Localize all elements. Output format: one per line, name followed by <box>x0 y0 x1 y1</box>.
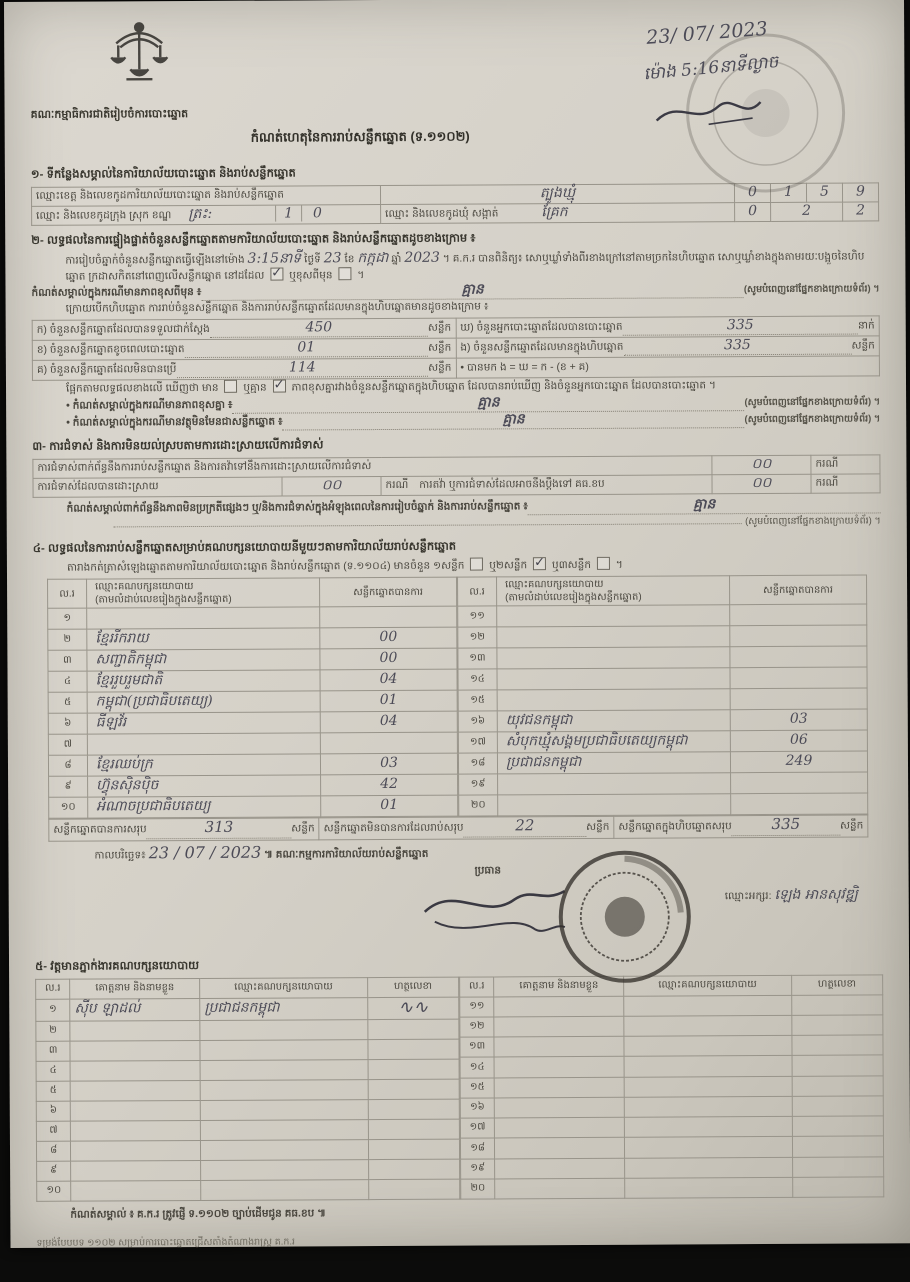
totals-bar <box>48 815 868 842</box>
party-name-header: ឈ្មោះគណបក្សនយោបាយ (តាមលំដាប់លេខរៀងក្នុងសន្លឹកឆ្នោត) <box>497 576 730 606</box>
party-name-handwritten: ប្រជាជនកម្ពុជា <box>506 754 581 770</box>
party-row <box>458 709 867 732</box>
section1-heading: ១- ទីកន្លែងសម្គាល់នៃការិយាល័យបោះឆ្នោត និងរាប់សន្លឹកឆ្នោត <box>31 162 879 183</box>
printed-name-line: ឈ្មោះអក្សរ: ឡេង អានសុវឌ្ឍិ <box>725 887 858 904</box>
agent-row-number: ៦ <box>36 1101 70 1121</box>
count-b-value: 01 <box>297 339 315 355</box>
count-a-value: 450 <box>305 319 332 335</box>
table-row <box>49 815 868 841</box>
party-row-number: ១០ <box>49 797 88 818</box>
party-row-number: ៤ <box>48 671 87 692</box>
final-note: កំណត់សម្គាល់ ៖ គ.ក.រ ត្រូវផ្ញើ ទ.១១០២ ច្បាប់ដើមជូន គធ.ខប ៕ <box>36 1203 884 1223</box>
party-name-handwritten: ធីឡវ័រ <box>96 715 127 731</box>
setup-time: 3:15នាទី <box>247 250 301 266</box>
code-digit: 5 <box>820 183 829 199</box>
party-row <box>48 670 457 693</box>
agent-row <box>36 1079 459 1101</box>
note-1-fill: គ្មាន <box>201 281 744 301</box>
party-row-number: ១២ <box>458 627 497 648</box>
chairman-name-handwritten: ឡេង អានសុវឌ្ឍិ <box>774 886 858 902</box>
chairman-signature <box>415 877 575 938</box>
objection-row2a-label: ការជំទាស់ដែលបានដោះស្រាយ <box>33 477 282 498</box>
party-row-number: ១៦ <box>458 711 497 732</box>
party-row-number: ១៥ <box>458 690 497 711</box>
agent-row-number: ៨ <box>36 1141 70 1161</box>
objection-row2b: ករណី ការតវ៉ា ឬការជំទាស់ដែលអាចនឹងប្ដឹងទៅ គធ.ខប <box>381 475 712 496</box>
total-valid: សន្លឹកឆ្នោតបានការសរុប 313 សន្លឹក <box>49 818 319 841</box>
party-row <box>48 628 457 651</box>
code-digit: 0 <box>748 184 757 200</box>
count-e: ង) ចំនួនសន្លឹកឆ្នោតដែលមានក្នុងហិបឆ្នោត 335 សន្លឹក <box>456 336 880 358</box>
form-title: កំណត់ហេតុនៃការរាប់សន្លឹកឆ្នោត (ទ.១១០២) <box>251 128 470 148</box>
handwritten-time: ម៉ោង 5:16នាទីល្ងាច <box>643 54 779 83</box>
agent-row <box>36 1019 459 1041</box>
party-row-number: ៨ <box>48 755 87 776</box>
section4-heading: ៤- លទ្ធផលនៃការរាប់សន្លឹកឆ្នោតសម្រាប់គណបក្សនយោបាយនីមួយៗតាមការិយាល័យរាប់សន្លឹកឆ្នោត <box>33 536 881 557</box>
party-row <box>48 754 457 777</box>
checkbox-different <box>338 267 351 280</box>
bullet-note-2: • កំណត់សម្គាល់ក្នុងករណីមានវត្ថុមិនមែនជាសន្លឹកឆ្នោត ៖ គ្មាន (សូមបំពេញនៅផ្នែកខាងក្រោយទំព័រ) ។ <box>32 410 880 432</box>
party-votes-handwritten: 249 <box>786 753 813 769</box>
agents-table-right <box>459 974 884 1200</box>
party-row <box>48 607 457 630</box>
party-row <box>458 667 867 690</box>
formula-cell: • បានមក ង = ឃ = ក - (ខ + គ) <box>456 356 880 378</box>
party-votes-handwritten: 42 <box>380 776 398 792</box>
agent-row <box>36 1099 459 1121</box>
agent-row <box>460 1035 883 1057</box>
objection-row2b-value: ០០ <box>752 475 772 491</box>
tally-sheets-line: តារាងកត់ត្រាសំឡេងឆ្នោតតាមការិយាល័យបោះឆ្នោត និងរាប់សន្លឹកឆ្នោត (ទ.១១០៤) មានចំនួន ១សន្លឹក ឬ២សន្លឹក ✓ ឬ៣សន្លឹក ។ <box>33 556 881 577</box>
agent-row-number: ១ <box>36 999 70 1022</box>
table-row: ការជំទាស់ដែលបានដោះស្រាយ ០០ ករណី ការតវ៉ា ឬការជំទាស់ដែលអាចនឹងប្ដឹងទៅ គធ.ខប ០០ ករណី <box>33 474 880 498</box>
note-line-1: កំណត់សម្គាល់ក្នុងករណីមានភាពខុសពីមុន ៖ គ្មាន (សូមបំពេញនៅផ្នែកខាងក្រោយទំព័រ) ។ <box>31 281 879 303</box>
agent-row-number: ១១ <box>460 996 494 1016</box>
count-c: គ) ចំនួនសន្លឹកឆ្នោតដែលមិនបានប្រើ 114 សន្លឹក <box>32 358 456 380</box>
party-row <box>459 793 868 816</box>
party-row <box>49 775 458 798</box>
agent-signature: ∿∿ <box>398 996 428 1017</box>
ballot-counts-box <box>32 315 880 381</box>
count-b: ខ) ចំនួនសន្លឹកឆ្នោតខូចពេលបោះឆ្នោត 01 សន្លឹក <box>32 338 456 360</box>
bullet-note-1: • កំណត់សម្គាល់ក្នុងករណីមានភាពខុសគ្នា ៖ គ្មាន (សូមបំពេញនៅផ្នែកខាងក្រោយទំព័រ) ។ <box>32 393 880 415</box>
party-row <box>49 796 458 819</box>
party-name-handwritten: សញ្ជាតិកម្ពុជា <box>95 651 166 667</box>
agent-row-number: ១២ <box>460 1017 494 1037</box>
form-header <box>30 7 879 159</box>
bullet-1-value: គ្មាន <box>477 394 499 410</box>
party-name-handwritten: កម្ពុជា(ប្រជាធិបតេយ្យ) <box>96 693 213 710</box>
party-name-handwritten: ខ្មែររួបរួមជាតិ <box>96 672 163 688</box>
agent-row <box>36 997 459 1022</box>
committee-round-stamp <box>554 846 695 987</box>
total-valid-value: 313 <box>205 818 234 836</box>
chairman-label: ប្រធាន <box>475 863 502 878</box>
district-value: ត្រះ: <box>188 206 212 222</box>
party-row <box>458 646 867 669</box>
agent-row <box>460 1015 883 1037</box>
count-d-value: 335 <box>727 317 754 333</box>
district-label: ឈ្មោះ និងលេខកូដក្រុង ស្រុក ខណ្ឌ ត្រះ: 1 0 <box>32 204 381 225</box>
setup-day: 23 <box>324 250 342 266</box>
count-a: ក) ចំនួនសន្លឹកឆ្នោតដែលបានទទួលជាក់ស្ដែង 450 សន្លឹក <box>32 318 456 340</box>
party-row <box>458 730 867 753</box>
receiver-signature <box>648 90 768 133</box>
setup-paragraph: ការរៀបចំឆ្នាក់ចំនួនសន្លឹកឆ្នោតធ្វើឡើងនៅម៉ោង 3:15នាទី ថ្ងៃទី 23 ខែ កក្កដា ឆ្នាំ 2023 ។ គ.ក.រ បានពិនិត្យ៖ សោឬឃ្លាំទាំងពីរខាងក្រៅនៅតាមច្រកនៃហិបឆ្នោត សោឬឃ្លាំខាងក្នុងតាមរយៈបង្អួចនៃហិបឆ្នោត ក្រដាសកិតនៅពេញលើសន្លឹកឆ្នោត នៅដដែល ✓ ឬខុសពីមុន ។ <box>31 248 879 285</box>
agent-row <box>461 1156 884 1178</box>
party-votes-handwritten: 00 <box>379 650 397 666</box>
committee-name: គណៈកម្មាធិការជាតិរៀបចំការបោះឆ្នោត <box>31 107 189 124</box>
party-votes-handwritten: 03 <box>380 755 398 771</box>
agent-row <box>460 1136 883 1158</box>
agent-party-handwritten: ប្រជាជនកម្ពុជា <box>204 1000 279 1016</box>
party-name-handwritten: អំណាចប្រជាធិបតេយ្យ <box>96 798 210 815</box>
party-name-handwritten: ហ៊្វុនស៊ិនប៉ិច <box>96 777 158 793</box>
agent-row <box>460 994 883 1016</box>
party-row-number: ១៤ <box>458 669 497 690</box>
agent-row-number: ១៩ <box>461 1158 495 1178</box>
checkbox-have-difference <box>224 380 237 393</box>
agent-row-number: ១០ <box>37 1181 71 1201</box>
code-digit: 1 <box>784 184 793 200</box>
code-digit: 0 <box>748 203 757 219</box>
party-row <box>458 625 867 648</box>
nec-emblem-icon <box>108 17 170 91</box>
party-row <box>458 751 867 774</box>
province-label: ឈ្មោះខេត្ត និងលេខកូដការិយាល័យបោះឆ្នោត និងរាប់សន្លឹកឆ្នោត <box>31 185 380 206</box>
party-row-number: ១៩ <box>459 774 498 795</box>
scanned-form-page <box>4 0 910 1248</box>
party-row <box>48 691 457 714</box>
commune-label: ឈ្មោះ និងលេខកូដឃុំ សង្កាត់ គ្រែក <box>381 203 735 224</box>
agent-row-number: ៥ <box>36 1081 70 1101</box>
party-row <box>48 649 457 672</box>
party-votes-handwritten: 00 <box>379 629 397 645</box>
table-header-row: ល.រ ឈ្មោះគណបក្សនយោបាយ (តាមលំដាប់លេខរៀងក្នុងសន្លឹកឆ្នោត) សន្លឹកឆ្នោតបានការ <box>458 575 867 606</box>
party-row-number: ១៨ <box>458 753 497 774</box>
commune-value: គ្រែក <box>541 204 567 220</box>
party-row <box>458 688 867 711</box>
agent-row-number: ២០ <box>461 1179 495 1199</box>
irregularity-value: គ្មាន <box>693 496 715 512</box>
party-row-number: ១៧ <box>458 732 497 753</box>
agent-row <box>460 1075 883 1097</box>
agent-row <box>460 1055 883 1077</box>
irregularity-paren: (សូមបំពេញនៅផ្នែកខាងក្រោយទំព័រ) ។ <box>33 514 881 534</box>
agent-row-number: ១៥ <box>460 1077 494 1097</box>
party-row-number: ៣ <box>48 650 87 671</box>
party-row-number: ៥ <box>48 692 87 713</box>
district-code-1: 1 <box>275 205 302 221</box>
code-digit: 2 <box>856 202 865 218</box>
agent-row-number: ៤ <box>36 1061 70 1081</box>
total-in-box: សន្លឹកឆ្នោតក្នុងហិបឆ្នោតសរុប 335 សន្លឹក <box>614 815 868 838</box>
party-name-header: ឈ្មោះគណបក្សនយោបាយ (តាមលំដាប់លេខរៀងក្នុងសន្លឹកឆ្នោត) <box>87 578 320 608</box>
party-votes-handwritten: 04 <box>380 671 398 687</box>
party-row-number: ២ <box>48 629 87 650</box>
party-row-number: ២០ <box>459 795 498 816</box>
signature-block <box>35 859 883 951</box>
irregularity-note: កំណត់សម្គាល់ពាក់ព័ន្ធនឹងភាពមិនប្រក្រតីផ្សេងៗ ឬ/និងការជំទាស់ក្នុងអំឡុងពេលនៃការរៀបចំឆ្នាក់ និងការរាប់សន្លឹកឆ្នោត ៖ គ្មាន <box>33 496 881 518</box>
count-d: ឃ) ចំនួនអ្នកបោះឆ្នោតដែលបានបោះឆ្នោត 335 នាក់ <box>456 316 880 338</box>
setup-month: កក្កដា <box>357 250 388 266</box>
party-row-number: ៩ <box>49 776 88 797</box>
province-value: ត្បូងឃ្មុំ <box>380 183 734 204</box>
table-header-row: ល.រ គោត្តនាម និងនាមខ្លួន ឈ្មោះគណបក្សនយោបាយ ហត្ថលេខា <box>36 977 459 999</box>
party-row <box>459 772 868 795</box>
objection-unit: ករណី <box>811 455 880 475</box>
checkbox-same-as-before <box>270 268 283 281</box>
agent-row <box>461 1177 884 1199</box>
checkbox-two-sheets <box>533 557 546 570</box>
checkbox-one-sheet <box>470 558 483 571</box>
party-votes-handwritten: 03 <box>790 711 808 727</box>
agent-row <box>37 1159 460 1181</box>
code-digit: 2 <box>802 203 811 219</box>
party-row <box>48 733 457 756</box>
agent-row-number: ៩ <box>37 1161 71 1181</box>
agents-table-left <box>35 976 460 1202</box>
objection-row2a-value: ០០ <box>322 477 342 493</box>
party-name-handwritten: ខ្មែររីករាយ <box>95 631 148 647</box>
form-footer: ទម្រង់បែបបទ ១១០២ សម្រាប់ការបោះឆ្នោតជ្រើសតាំងតំណាងរាស្ត្រ គ.ក.រ <box>36 1233 884 1251</box>
objection-row1-value: ០០ <box>751 456 771 472</box>
agent-row <box>36 1059 459 1081</box>
count-e-value: 335 <box>724 337 751 353</box>
party-name-handwritten: យុវជនកម្ពុជា <box>506 712 573 728</box>
objections-table <box>32 454 880 498</box>
party-name-handwritten: ខ្មែរឈប់ក្រ <box>96 757 153 773</box>
bullet-2-value: គ្មាន <box>502 411 524 427</box>
party-table-left <box>47 577 458 819</box>
section2-heading: ២- លទ្ធផលនៃការផ្ទៀងផ្ទាត់ចំនួនសន្លឹកឆ្នោតតាមការិយាល័យបោះឆ្នោត និងរាប់សន្លឹកឆ្នោតដូចខាងក្រោម ៖ <box>31 229 879 250</box>
count-c-value: 114 <box>289 359 316 375</box>
district-code-2: 0 <box>305 205 330 221</box>
agent-row-number: ៣ <box>36 1041 70 1061</box>
agent-row <box>36 1139 459 1161</box>
party-row-number: ៦ <box>48 713 87 734</box>
party-votes-handwritten: 06 <box>790 732 808 748</box>
total-invalid-value: 22 <box>515 817 534 835</box>
agent-row <box>36 1119 459 1141</box>
party-row-number: ៧ <box>48 734 87 755</box>
agent-row-number: ២ <box>36 1021 70 1041</box>
agent-row <box>460 1116 883 1138</box>
date-line: កាលបរិច្ឆេទ៖ 23 / 07 / 2023 ៕ គណៈកម្មការការិយាល័យរាប់សន្លឹកឆ្នោត <box>94 841 882 863</box>
party-row-number: ១ <box>48 608 87 629</box>
table-header-row: ល.រ គោត្តនាម និងនាមខ្លួន ឈ្មោះគណបក្សនយោបាយ ហត្ថលេខា <box>460 974 883 996</box>
party-votes-handwritten: 01 <box>380 692 398 708</box>
agent-name-handwritten: ស៊ីប ឡាដល់ <box>74 1000 140 1016</box>
agent-row <box>37 1179 460 1201</box>
sub-line: ក្រោយបើកហិបឆ្នោត ការរាប់ចំនួនសន្លឹកឆ្នោត និងការរាប់សន្លឹកឆ្នោតដែលមានក្នុងហិបឆ្នោតមានដូចខាងក្រោម ៖ <box>32 298 880 318</box>
agent-row-number: ១៧ <box>460 1118 494 1138</box>
agent-row-number: ១៦ <box>460 1098 494 1118</box>
section3-heading: ៣- ការជំទាស់ និងការមិនយល់ស្របតាមការដោះស្រាយលើការជំទាស់ <box>32 434 880 455</box>
agent-row-number: ១៣ <box>460 1037 494 1057</box>
party-name-handwritten: សំបុកឃ្មុំសង្គមប្រជាធិបតេយ្យកម្ពុជា <box>506 733 688 750</box>
party-row <box>48 712 457 735</box>
agent-row <box>460 1096 883 1118</box>
objection-row1-label: ការជំទាស់ពាក់ព័ន្ធនឹងការរាប់សន្លឹកឆ្នោត និងការតវ៉ាទៅនឹងការដោះស្រាយលើការជំទាស់ <box>33 455 712 478</box>
table-row <box>32 202 879 226</box>
agent-row-number: ៧ <box>36 1121 70 1141</box>
agents-table <box>35 974 884 1202</box>
agent-row <box>36 1039 459 1061</box>
checkbox-three-sheets <box>597 557 610 570</box>
party-row-number: ១១ <box>458 606 497 627</box>
section5-heading: ៥- វត្តមានភ្នាក់ងារគណបក្សនយោបាយ <box>35 954 883 975</box>
agent-row-number: ១៤ <box>460 1057 494 1077</box>
comparison-paragraph: ផ្អែកតាមលទ្ធផលខាងលើ ឃើញថា មាន ឬគ្មាន ✓ ភាពខុសគ្នារវាងចំនួនសន្លឹកឆ្នោតក្នុងហិបឆ្នោត ដែលបានរាប់ឃើញ និងចំនួនអ្នកបោះឆ្នោត ដែលបានបោះឆ្នោត ។ <box>32 377 880 398</box>
party-votes-handwritten: 04 <box>380 713 398 729</box>
setup-year: 2023 <box>404 250 440 266</box>
party-votes-handwritten: 01 <box>380 797 398 813</box>
table-header-row: ល.រ ឈ្មោះគណបក្សនយោបាយ (តាមលំដាប់លេខរៀងក្នុងសន្លឹកឆ្នោត) សន្លឹកឆ្នោតបានការ <box>48 578 457 609</box>
code-digit: 9 <box>856 183 865 199</box>
party-table-right <box>457 575 868 817</box>
agent-row-number: ១៨ <box>460 1138 494 1158</box>
completion-date: 23 / 07 / 2023 <box>149 842 262 862</box>
total-invalid: សន្លឹកឆ្នោតមិនបានការដែលរាប់សរុប 22 សន្លឹក <box>319 817 614 840</box>
total-in-box-value: 335 <box>771 815 800 833</box>
party-results-table <box>47 575 868 819</box>
party-row <box>458 604 867 627</box>
party-row-number: ១៣ <box>458 648 497 669</box>
checkbox-no-difference <box>273 380 286 393</box>
handwritten-date: 23/ 07/ 2023 <box>646 20 769 48</box>
